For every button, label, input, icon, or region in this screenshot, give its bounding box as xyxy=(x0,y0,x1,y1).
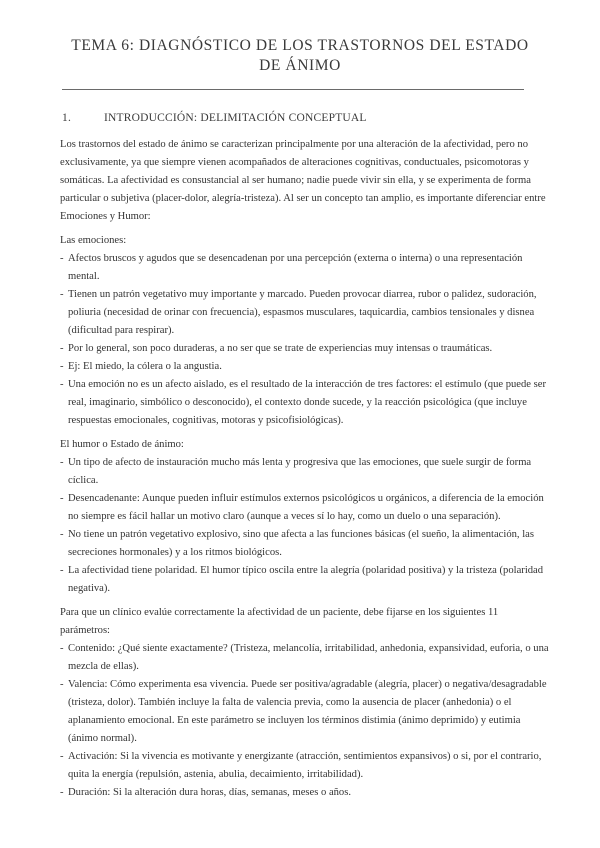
list-item-text: Desencadenante: Aunque pueden influir estímulos externos psicológicos u orgánicos, a diferencia de la emoción no siempre es fácil hallar un motivo claro (aunque a veces sí lo hay, como un duelo o una separación). xyxy=(68,493,544,522)
list-item xyxy=(60,784,550,802)
list-item xyxy=(60,358,550,376)
bullet-dash: - xyxy=(60,457,64,468)
list-item-text: Tienen un patrón vegetativo muy importante y marcado. Pueden provocar diarrea, rubor o palidez, sudoración, poliuria (necesidad de orinar con frecuencia), espasmos musculares, taquicardia, cambios tensionales y disnea (dificultad para respirar). xyxy=(68,289,537,336)
section-number: 1. xyxy=(62,112,72,124)
list-item-text: Por lo general, son poco duraderas, a no ser que se trate de experiencias muy intensas o traumáticas. xyxy=(68,343,493,354)
bullet-dash: - xyxy=(60,343,64,354)
list-item xyxy=(60,676,550,748)
list-item xyxy=(60,526,550,562)
list-item-text: La afectividad tiene polaridad. El humor típico oscila entre la alegría (polaridad positiva) y la tristeza (polaridad negativa). xyxy=(68,565,544,594)
parameters-list xyxy=(60,640,550,802)
bullet-dash: - xyxy=(60,289,64,300)
bullet-dash: - xyxy=(60,361,64,372)
list-item-text: Afectos bruscos y agudos que se desencadenan por una percepción (externa o interna) o una representación mental. xyxy=(68,253,523,282)
emotions-heading: Las emociones: xyxy=(60,235,127,246)
list-item xyxy=(60,340,550,358)
document-title: TEMA 6: DIAGNÓSTICO DE LOS TRASTORNOS DEL ESTADO DE ÁNIMO xyxy=(71,37,529,74)
section-title: INTRODUCCIÓN: DELIMITACIÓN CONCEPTUAL xyxy=(104,112,367,124)
list-item-text: Valencia: Cómo experimenta esa vivencia. Puede ser positiva/agradable (alegría, placer) o negativa/desagradable (tristeza, dolor). También incluye la falta de valencia previa, como la ausencia de placer (anhedonia) o el aplanamiento emocional. En este parámetro se incluyen los términos distimia (ánimo deprimido) y eutimia (ánimo normal). xyxy=(68,679,547,744)
bullet-dash: - xyxy=(60,379,64,390)
list-item xyxy=(60,454,550,490)
list-item-text: Activación: Si la vivencia es motivante y energizante (atracción, sentimientos expansivos) o si, por el contrario, quita la energía (repulsión, astenia, abulia, decaimiento, irritabilidad). xyxy=(68,751,542,780)
bullet-dash: - xyxy=(60,565,64,576)
list-item-text: Contenido: ¿Qué siente exactamente? (Tristeza, melancolía, irritabilidad, anhedonia, expansividad, euforia, o una mezcla de ellas). xyxy=(68,643,549,672)
list-item-text: Una emoción no es un afecto aislado, es el resultado de la interacción de tres factores: el estímulo (que puede ser real, imaginario, simbólico o desconocido), el contexto donde sucede, y la reacción psicológica (que incluye respuestas emocionales, cognitivas, motoras y psicofisiológicas). xyxy=(68,379,547,426)
bullet-dash: - xyxy=(60,787,64,798)
parameters-heading: Para que un clínico evalúe correctamente la afectividad de un paciente, debe fijarse en los siguientes 11 parámetros: xyxy=(60,607,499,636)
list-item xyxy=(60,250,550,286)
bullet-dash: - xyxy=(60,679,64,690)
list-item-text: Duración: Si la alteración dura horas, días, semanas, meses o años. xyxy=(68,787,352,798)
list-item-text: No tiene un patrón vegetativo explosivo, sino que afecta a las funciones básicas (el sueño, la alimentación, las secreciones hormonales) y a los ritmos biológicos. xyxy=(68,529,534,558)
list-item xyxy=(60,286,550,340)
bullet-dash: - xyxy=(60,253,64,264)
section-heading xyxy=(62,112,367,124)
list-item xyxy=(60,562,550,598)
list-item xyxy=(60,748,550,784)
list-item xyxy=(60,640,550,676)
title-divider xyxy=(62,89,524,90)
mood-heading: El humor o Estado de ánimo: xyxy=(60,439,184,450)
bullet-dash: - xyxy=(60,493,64,504)
list-item-text: Ej: El miedo, la cólera o la angustia. xyxy=(68,361,222,372)
bullet-dash: - xyxy=(60,529,64,540)
list-item xyxy=(60,490,550,526)
document-body xyxy=(60,136,550,802)
bullet-dash: - xyxy=(60,751,64,762)
intro-paragraph: Los trastornos del estado de ánimo se caracterizan principalmente por una alteración de la afectividad, pero no exclusivamente, ya que siempre vienen acompañados de alteraciones cognitivas, conductuales, psicomotoras y somáticas. La afectividad es consustancial al ser humano; nadie puede vivir sin ella, y se experimenta de forma particular o subjetiva (placer-dolor, alegría-tristeza). Al ser un concepto tan amplio, es importante diferenciar entre Emociones y Humor: xyxy=(60,139,546,222)
list-item xyxy=(60,376,550,430)
emotions-list xyxy=(60,250,550,430)
bullet-dash: - xyxy=(60,643,64,654)
list-item-text: Un tipo de afecto de instauración mucho más lenta y progresiva que las emociones, que suele surgir de forma cíclica. xyxy=(68,457,532,486)
mood-list xyxy=(60,454,550,598)
